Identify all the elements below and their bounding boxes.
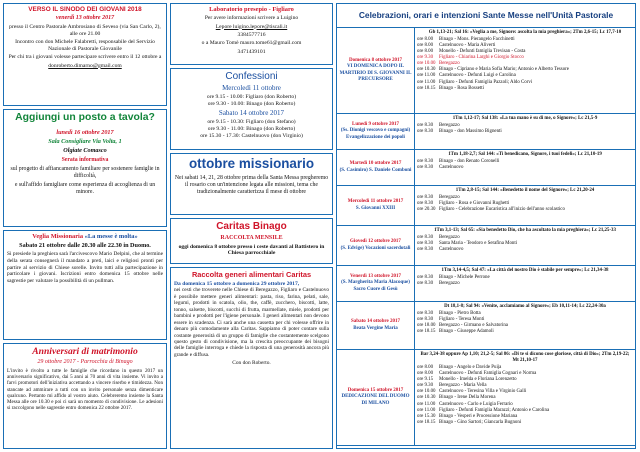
schedule-day-date: Venerdì 13 ottobre 2017 (350, 274, 401, 280)
mass-time: ore 8.30 (417, 164, 434, 170)
mass-time: ore 8.30 (417, 240, 434, 246)
mass-intention: Binago - Cipriano e Maria Sofia Mario; Antonio e Alberto Tessore (439, 67, 569, 73)
mass-row (417, 247, 633, 253)
mass-time: ore 11.00 (417, 79, 436, 85)
mass-intention: Figliaro - Defunti Famiglia Marazzi; Antonio e Carolina (439, 407, 550, 413)
mass-intention: Figliaro - Chiarina Larghi e Giorgio Stocco (439, 55, 524, 60)
veglia-box (3, 230, 167, 340)
mass-intention: Monello - Imelda e Floriana Lorenzetto (439, 377, 517, 382)
mass-intention: Binago - Irene Della Morena (439, 395, 496, 401)
schedule-day-cell (337, 266, 415, 301)
mass-row (417, 329, 633, 335)
mass-intention: Binago - Pietro Botta (439, 310, 481, 316)
mass-time: ore 8.30 (417, 274, 434, 280)
mass-time: ore 8.30 (417, 310, 434, 316)
mass-intention: Castelnuovo - Teresina Villa e Virginio Galli (439, 389, 527, 395)
mass-time: ore 8.30 (417, 128, 434, 134)
schedule-day-liturgy: Beata Vergine Maria (353, 325, 398, 331)
schedule-readings: 1Tm 3,1-13; Sal 65: «Sia benedetto Dio, che ha ascoltato la mia preghiera»; Lc 21,25-33 (434, 227, 616, 233)
confessioni-row: ore 9.30 - 10.00: Binago (don Roberto) (207, 101, 296, 108)
sinodo-body3: Per chi tra i giovani volesse partecipare scrivere entro il 12 ottobre a (8, 54, 162, 61)
veglia-when: Sabato 21 ottobre dalle 20.30 alle 22.30 in Duomo. (19, 242, 151, 250)
schedule-mass-cell (415, 150, 635, 185)
mass-time: ore 8.00 (417, 42, 434, 48)
mass-intention: Santa Maria - Teodoro e Serafina Monti (439, 240, 518, 246)
mass-intention: Castelnuovo - Carlo e Luigia Ferrario (439, 401, 513, 407)
mass-time: ore 9.30 (417, 383, 434, 389)
mass-time: ore 10.30 (417, 67, 436, 73)
presepio-phone2: 3471439101 (237, 48, 266, 55)
confessioni-row: ore 9.15 - 10.00: Figliaro (don Roberto) (206, 94, 297, 101)
schedule-day-row (337, 28, 635, 114)
confessioni-row: ore 9.15 - 10.30: Figliaro (don Stefano) (207, 119, 296, 126)
schedule-day-cell (337, 302, 415, 349)
mass-time: ore 10.00 (417, 61, 436, 67)
raccolta-body: nei cesti che troverete nelle Chiese di Beregazzo, Figliaro e Castelnuovo è possibile mettere generi alimentari: pasta, riso, farina, pelati, sale, legumi, prodotti in scatola, olio, the, caffè, zucchero, biscotti, latte, tonno, salsette, biscotti, succhi di frutta, marmellate, miele, prodotti per bambini e prodotti per l'igiene personale. I generi alimentari non devono essere in scadenza. Ci sarà anche una cassetta per chi volesse offrire in denaro più comodamente alla Caritas. Sappiamo di poter contare sulla costante generosità di un gruppo di famiglie che costantemente scelgono questo gesto di condivisione, ma la crescita preoccupante dei bisogni delle famiglie interroga e chiede la risposta di una generosità ancora più grande e diffusa. (174, 287, 329, 358)
mass-time: ore 8.30 (417, 158, 434, 164)
mass-time: ore 9.30 (417, 55, 434, 60)
schedule-day-cell (337, 226, 415, 265)
mass-row (417, 420, 633, 426)
schedule-day-liturgy: (S. Casimiro) S. Daniele Comboni (339, 167, 412, 173)
posto-title: Aggiungi un posto a tavola? (15, 112, 155, 123)
posto-town: Olgiate Comasco (63, 146, 107, 154)
veglia-title: Veglia Missionaria (32, 233, 84, 240)
schedule-mass-cell (415, 302, 635, 349)
schedule-readings: 1Tm 2,8-15; Sal 144: «Benedetto il nome del Signore»; Lc 21,20-24 (455, 187, 595, 193)
schedule-day-date: Sabato 14 ottobre 2017 (351, 319, 400, 325)
missionario-body: Nei sabati 14, 21, 28 ottobre prima della Santa Messa pregheremo il rosario con un'intenzione legata alle missioni, tema che tradizionalmente caratterizza il mese di ottobre (174, 175, 329, 196)
presepio-line2: o a Mauro Tomè mauro.tome61@gmail.com (201, 40, 302, 47)
sinodo-title: VERSO IL SINODO DEI GIOVANI 2018 (28, 6, 142, 13)
schedule-mass-cell (415, 28, 635, 113)
caritas-subtitle: RACCOLTA MENSILE (220, 234, 283, 241)
mass-intention: Beregazzo - Girmano e Salvatorina (439, 322, 508, 328)
anniversari-subtitle: 29 ottobre 2017 - Parrocchia di Binago (37, 359, 133, 366)
raccolta-thanks: Con don Roberto. (232, 359, 271, 366)
schedule-mass-cell (415, 226, 635, 265)
posto-place: Sala Consigliare Via Volta, 1 (48, 137, 122, 145)
mass-intention: Castelnuovo (439, 246, 464, 252)
presepio-phone1: 3384577716 (237, 31, 266, 38)
schedule-day-row (337, 350, 635, 446)
mass-time: ore 8.00 (417, 364, 434, 370)
mass-time: ore 8.00 (417, 370, 434, 376)
schedule-day-row (337, 150, 635, 186)
schedule-mass-cell (415, 186, 635, 225)
mass-intention: Castelnuovo - Maria Aliverti (439, 42, 496, 48)
mass-time: ore 8.30 (417, 316, 434, 322)
mass-row (417, 281, 633, 287)
sinodo-date: venerdì 13 ottobre 2017 (55, 15, 115, 22)
schedule-readings: 1Tm 3,14-4,5; Sal 47: «La città del nostro Dio è stabile per sempre»; Lc 21,34-38 (441, 267, 609, 273)
schedule-day-date: Lunedì 9 ottobre 2017 (352, 122, 399, 128)
veglia-heading (7, 233, 163, 241)
mass-intention: Binago - Michele Perrone (439, 274, 490, 280)
mass-intention: Monello - Defunti famiglia Trevisan - Costa (439, 48, 526, 54)
schedule-day-liturgy: DEDICAZIONE DEL DUOMO DI MILANO (341, 394, 410, 406)
sinodo-body2: Incontro con don Michele Falabretti, responsabile del Servizio Nazionale di Pastorale Giovanile (15, 39, 155, 53)
mass-time: ore 8.00 (417, 36, 434, 42)
mass-row (417, 165, 633, 171)
mass-intention: Castelnuovo - Defunti Famiglia Cognari e Norma (439, 370, 537, 376)
mass-intention: Binago - Gino Sartori; Giancarla Bugnoni (439, 419, 522, 425)
schedule-panel (336, 3, 636, 449)
mass-time: ore 15.30 (417, 413, 436, 419)
mass-intention: Binago - Mons. Pierangelo Facchinetti (439, 36, 515, 42)
schedule-day-liturgy: (S. Margherita Maria Alacoque) Sacro Cuore di Gesù (341, 280, 410, 292)
mass-time: ore 11.00 (417, 401, 436, 407)
mass-time: ore 10.30 (417, 395, 436, 401)
mass-intention: Beregazzo (439, 122, 460, 128)
schedule-day-cell (337, 350, 415, 445)
mass-intention: Beregazzo (439, 234, 460, 240)
presepio-title: Laboratorio presepio - Figliaro (209, 6, 294, 13)
confessioni-day1: Mercoledì 11 ottobre (222, 84, 281, 93)
mass-intention: Beregazzo (439, 194, 460, 200)
schedule-readings: Bar 3,24-38 oppure Ap 1,10; 21,2-5; Sal 86: «Di te si dicono cose gloriose, città di Dio»; 2Tm 2,19-22; Mt 21,10-17 (420, 351, 630, 363)
posto-body2: e sull'affido famigliare come esperienza di accoglienza di un minore. (14, 181, 156, 195)
raccolta-box (170, 267, 333, 449)
confessioni-title: Confessioni (225, 71, 278, 82)
sinodo-email-link[interactable]: donroberto.dimarno@gmail.com (48, 62, 122, 69)
schedule-mass-cell (415, 266, 635, 301)
mass-time: ore 8.30 (417, 246, 434, 252)
posto-lead: Serata informativa (61, 157, 109, 164)
posto-box (3, 109, 167, 227)
missionario-box (170, 153, 333, 215)
schedule-readings: Dt 18,1-8; Sal 94: «Venite, acclamiamo al Signore»; Eb 10,11-14; Lc 22,24-30a (444, 303, 606, 309)
confessioni-day2: Sabato 14 ottobre 2017 (218, 109, 285, 118)
presepio-email1[interactable]: Lepore luigino.lepore@tiscali.it (215, 23, 288, 30)
schedule-day-row (337, 186, 635, 226)
mass-time: ore 11.00 (417, 407, 436, 413)
sinodo-box (3, 3, 167, 106)
raccolta-intro: Da domenica 15 ottobre a domenica 29 ottobre 2017, (174, 280, 300, 287)
raccolta-title: Raccolta generi alimentari Caritas (191, 270, 312, 279)
mass-time: ore 8.30 (417, 234, 434, 240)
mass-time: ore 9.15 (417, 377, 434, 382)
mass-intention: Castelnuovo - Defunti Luigi e Carolina (439, 73, 516, 79)
mass-time: ore 8.00 (417, 48, 434, 54)
mass-time: ore 20.30 (417, 206, 436, 212)
schedule-day-cell (337, 114, 415, 149)
schedule-days (337, 28, 635, 446)
mass-intention: Beregazzo (439, 61, 460, 67)
schedule-day-row (337, 266, 635, 302)
schedule-day-cell (337, 28, 415, 113)
mass-intention: Castelnuovo (439, 164, 464, 170)
schedule-day-liturgy: S. Giovanni XXIII (355, 205, 396, 211)
schedule-readings: 1Tm 1,18-2,7; Sal 144: «Ti benedicano, Signore, i tuoi fedeli»; Lc 21,10-19 (448, 151, 602, 157)
schedule-title: Celebrazioni, orari e intenzioni Sante Messe nell'Unità Pastorale (337, 4, 635, 28)
caritas-body: oggi domenica 8 ottobre presso i ceste davanti al Battistero in Chiesa parrocchiale (178, 243, 325, 257)
schedule-day-date: Martedì 10 ottobre 2017 (349, 161, 402, 167)
mass-time: ore 8.30 (417, 280, 434, 286)
mass-row (417, 207, 633, 213)
mass-time: ore 18.15 (417, 419, 436, 425)
posto-body: sul progetto di affiancamento familiare per sostenere famiglie in difficoltà, (10, 165, 160, 179)
schedule-mass-cell (415, 350, 635, 445)
missionario-title: ottobre missionario (189, 156, 314, 171)
schedule-day-row (337, 302, 635, 350)
schedule-day-cell (337, 186, 415, 225)
mass-time: ore 8.30 (417, 122, 434, 128)
mass-time: ore 18.00 (417, 322, 436, 328)
mass-time: ore 10.00 (417, 389, 436, 395)
mass-row (417, 86, 633, 92)
schedule-day-date: Domenica 15 ottobre 2017 (347, 388, 404, 394)
schedule-day-date: Domenica 8 ottobre 2017 (348, 58, 403, 64)
mass-time: ore 18.15 (417, 329, 436, 334)
mass-intention: Figliaro - Celebrazione Eucaristica all'inizio dell'anno scolastico (439, 206, 565, 212)
mass-intention: Binago - Vesperi e Processione Mariana (439, 413, 518, 419)
mass-time: ore 8.30 (417, 200, 434, 206)
presepio-line1: Per avere informazioni scrivere a Luigino (204, 15, 299, 22)
veglia-body: Si presiede la preghiera sarà l'arcivescovo Mario Delpini, che al termine della serata consegnerà il mandato a preti, laici e religiosi pronti per partire al servizio di Chiese sorelle. Invito tutti alla partecipazione in particolare i giovani. Iscrizioni entro domenica 15 ottobre nelle sagrestie per valutare la possibilità di un pullman. (7, 251, 163, 284)
mass-row (417, 129, 633, 135)
confessioni-row: ore 15.30 - 17.30: Castelnuovo (don Virginio) (200, 133, 303, 139)
mass-intention: Figliaro - Rosa e Giovanni Rughetti (439, 200, 510, 206)
caritas-title: Caritas Binago (216, 221, 287, 232)
schedule-day-liturgy: (Ss. Dionigi vescovo e compagni) Evangelizzazione dei popoli (340, 128, 411, 140)
mass-intention: Binago - don Renato Coronelli (439, 158, 500, 164)
presepio-box (170, 3, 333, 65)
confessioni-row: ore 9.30 - 11.00: Binago (don Roberto) (207, 126, 296, 133)
schedule-readings: Gb 1,13-21; Sal 16: «Veglia a me, Signore: ascolta la mia preghiera»; 2Tm 2,6-15; Lc 17,7-10 (428, 29, 622, 35)
mass-time: ore 8.30 (417, 194, 434, 200)
schedule-day-liturgy: (S. Edvige) Vocazioni sacerdotali (340, 245, 411, 251)
schedule-day-row (337, 226, 635, 266)
schedule-mass-cell (415, 114, 635, 149)
mass-intention: Binago - Giuseppe Adamoli (439, 329, 494, 334)
anniversari-body: L'invito è rivolto a tutte le famiglie che ricordano in questo 2017 un anniversario significativo, dai 5 anni ai 70 anni di vita insieme. Vi invito a farvi promotori dell'iniziativa accettando a vincere riserbo e timidezza. Non stancate ad ammirare a tutti con un invito personale senza dimenticare qualcuno. Pertanto mi affido al vostro aiuto. Celebreremo insieme la Santa Messa alle ore 10.30 e poi ci sarà un momento di condivisione. Le adesioni si raccolgono nelle sagrestie entro domenica 22 ottobre 2017. (7, 368, 163, 412)
mass-intention: Figliaro - Defunti Famiglia Pazzoli; Aldo Corvi (439, 79, 533, 85)
mass-time: ore 11.00 (417, 73, 436, 79)
sinodo-body1: presso il Centro Pastorale Ambrosiano di Seveso (via San Carlo, 2), alle ore 21.00 (9, 24, 161, 37)
schedule-day-date: Mercoledì 11 ottobre 2017 (347, 199, 404, 205)
confessioni-box (170, 68, 333, 150)
schedule-day-date: Giovedì 12 ottobre 2017 (350, 239, 401, 245)
mass-intention: Binago - don Massimo Bignenti (439, 128, 502, 134)
mass-intention: Beregazzo - Maria Vella (439, 383, 487, 389)
veglia-quote: «La messe è molta» (84, 233, 138, 240)
schedule-day-liturgy: VI DOMENICA DOPO IL MARTIRIO DI S. GIOVANNI IL PRECURSORE (339, 64, 412, 82)
mass-intention: Figliaro - Teresa Monti (439, 316, 485, 322)
schedule-day-cell (337, 150, 415, 185)
mass-intention: Binago - Angelo e Davide Puija (439, 364, 502, 370)
mass-time: ore 18.15 (417, 85, 436, 91)
mass-intention: Beregazzo (439, 280, 460, 286)
posto-date: lunedì 16 ottobre 2017 (56, 128, 114, 136)
anniversari-title: Anniversari di matrimonio (32, 346, 138, 357)
schedule-day-row (337, 114, 635, 150)
schedule-readings: 1Tm 1,12-17; Sal 138: «La tua mano è su di me, o Signore»; Lc 21,5-9 (452, 115, 598, 121)
anniversari-box (3, 343, 167, 449)
caritas-box (170, 218, 333, 264)
mass-intention: Binago - Rosa Bossetti (439, 85, 484, 91)
